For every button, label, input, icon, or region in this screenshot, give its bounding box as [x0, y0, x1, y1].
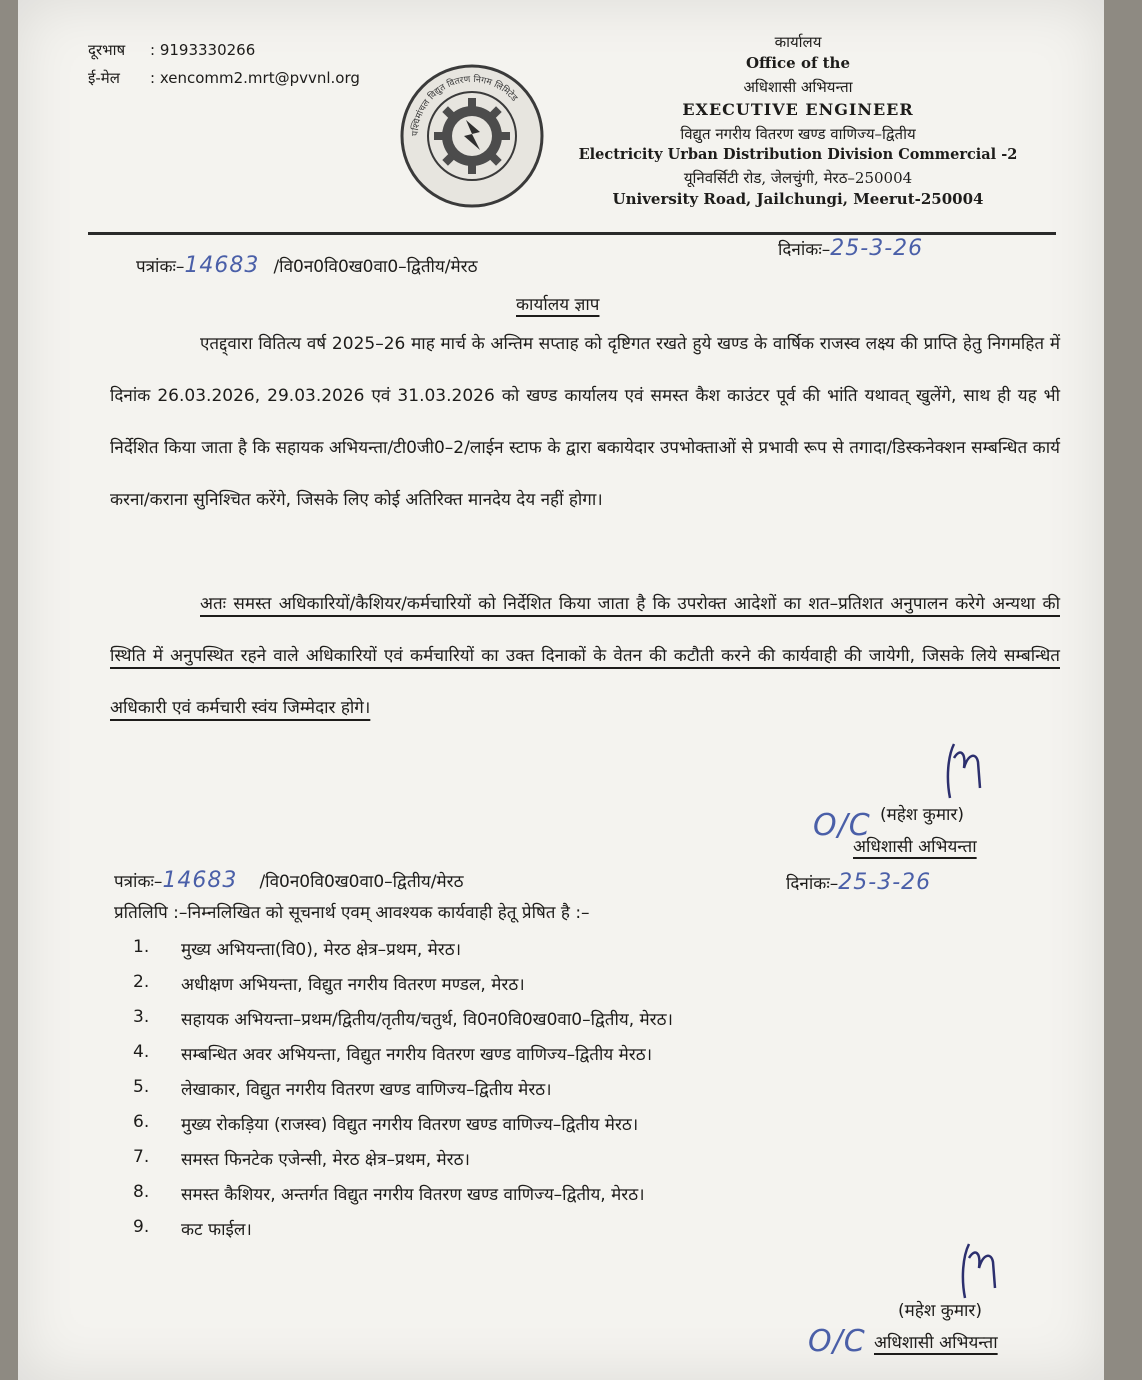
ref-label: पत्रांकः– [114, 872, 163, 892]
reference-line [136, 253, 478, 278]
list-item: 2. अधीक्षण अभियन्ता, विद्युत नगरीय वितरण मण्डल, मेरठ। [133, 972, 525, 995]
ref-label: पत्रांकः– [136, 257, 185, 277]
date-line [778, 236, 923, 261]
header-office-hi: कार्यालय [774, 33, 822, 51]
paragraph-2-text: अतः समस्त अधिकारियों/कैशियर/कर्मचारियों को निर्देशित किया जाता है कि उपरोक्त आदेशों का शत–प्रतिशत अनुपालन करेगे अन्यथा की स्थिति में अनुपस्थित रहने वाले अधिकारियों एवं कर्मचारियों का उक्त दिनाकों के वेतन की कटौती करने की कार्यवाही की जायेगी, जिसके लिये सम्बन्धित अधिकारी एवं कर्मचारी स्वंय जिम्मेदार होगे। [110, 594, 1060, 718]
header-address-hi: यूनिवर्सिटी रोड, जेलचुंगी, मेरठ–250004 [683, 169, 913, 187]
phone-label: दूरभाष [88, 41, 126, 59]
list-item: 4. सम्बन्धित अवर अभियन्ता, विद्युत नगरीय वितरण खण्ड वाणिज्य–द्वितीय मेरठ। [133, 1042, 653, 1065]
signature-scribble-icon [938, 738, 998, 800]
date-label: दिनांकः– [786, 874, 839, 894]
email-value: : xencomm2.mrt@pvvnl.org [150, 69, 360, 87]
copy-reference-line [114, 868, 464, 893]
date-handwritten: 25-3-26 [838, 870, 932, 895]
list-item: 5. लेखाकार, विद्युत नगरीय वितरण खण्ड वाणिज्य–द्वितीय मेरठ। [133, 1077, 552, 1100]
list-item: 7. समस्त फिनटेक एजेन्सी, मेरठ क्षेत्र–प्रथम, मेरठ। [133, 1147, 470, 1170]
department-seal-icon [398, 62, 546, 210]
signatory-name: (महेश कुमार) [880, 805, 964, 825]
phone-line [88, 40, 255, 60]
email-label: ई-मेल [88, 69, 120, 87]
signatory-title: अधिशासी अभियन्ता [874, 1333, 998, 1353]
signatory-name: (महेश कुमार) [898, 1301, 982, 1321]
body-paragraph-1 [110, 318, 1060, 526]
list-item: 3. सहायक अभियन्ता–प्रथम/द्वितीय/तृतीय/चतुर्थ, वि0न0वि0ख0वा0–द्वितीय, मेरठ। [133, 1007, 673, 1030]
header-division-hi: विद्युत नगरीय वितरण खण्ड वाणिज्य–द्वितीय [680, 125, 916, 143]
signatory-title: अधिशासी अभियन्ता [853, 837, 977, 857]
header-office-en: Office of the [745, 54, 851, 72]
copy-date-line [786, 870, 931, 895]
list-item: 8. समस्त कैशियर, अन्तर्गत विद्युत नगरीय वितरण खण्ड वाणिज्य–द्वितीय, मेरठ। [133, 1182, 645, 1205]
memo-title: कार्यालय ज्ञाप [516, 295, 600, 315]
svg-text:पश्चिमांचल विद्युत वितरण निगम: पश्चिमांचल विद्युत वितरण निगम लिमिटेड [410, 74, 519, 137]
distribution-list [133, 937, 673, 1252]
ref-suffix: /वि0न0वि0ख0वा0–द्वितीय/मेरठ [273, 257, 478, 277]
header-designation-en: EXECUTIVE ENGINEER [682, 100, 914, 119]
email-line [88, 68, 360, 88]
date-handwritten: 25-3-26 [830, 236, 924, 261]
list-item: 1. मुख्य अभियन्ता(वि0), मेरठ क्षेत्र–प्रथम, मेरठ। [133, 937, 462, 960]
ref-suffix: /वि0न0वि0ख0वा0–द्वितीय/मेरठ [259, 872, 464, 892]
signature-oc-handwritten: O/C [808, 1324, 866, 1359]
ref-number-handwritten: 14683 [184, 253, 260, 278]
paragraph-1-text: एतद्द्वारा वितित्य वर्ष 2025–26 माह मार्च के अन्तिम सप्ताह को दृष्टिगत रखते हुये खण्ड के वार्षिक राजस्व लक्ष्य की प्राप्ति हेतु निगमहित में दिनांक 26.03.2026, 29.03.2026 एवं 31.03.2026 को खण्ड कार्यालय एवं समस्त कैश काउंटर पूर्व की भांति यथावत् खुलेंगे, साथ ही यह भी निर्देशित किया जाता है कि सहायक अभियन्ता/टी0जी0–2/लाईन स्टाफ के द्वारा बकायेदार उपभोक्ताओं से प्रभावी रूप से तगादा/डिस्कनेक्शन सम्बन्धित कार्य करना/कराना सुनिश्चित करेंगे, जिसके लिए कोई अतिरिक्त मानदेय देय नहीं होगा। [110, 334, 1060, 510]
list-item: 9. कट फाईल। [133, 1217, 252, 1240]
header-address-en: University Road, Jailchungi, Meerut-250004 [612, 190, 984, 208]
header-designation-hi: अधिशासी अभियन्ता [743, 78, 853, 96]
ref-number-handwritten: 14683 [162, 868, 238, 893]
list-item: 6. मुख्य रोकड़िया (राजस्व) विद्युत नगरीय वितरण खण्ड वाणिज्य–द्वितीय मेरठ। [133, 1112, 639, 1135]
phone-value: : 9193330266 [150, 41, 256, 59]
header-division-en: Electricity Urban Distribution Division Commercial -2 [578, 146, 1018, 163]
header-divider [88, 232, 1056, 235]
copy-heading: प्रतिलिपि :–निम्नलिखित को सूचनार्थ एवम् आवश्यक कार्यवाही हेतू प्रेषित है :– [114, 903, 590, 923]
signature-oc-handwritten: O/C [813, 808, 871, 843]
document-page [18, 0, 1104, 1380]
signature-scribble-icon [953, 1238, 1013, 1300]
date-label: दिनांकः– [778, 240, 831, 260]
body-paragraph-2 [110, 578, 1060, 734]
